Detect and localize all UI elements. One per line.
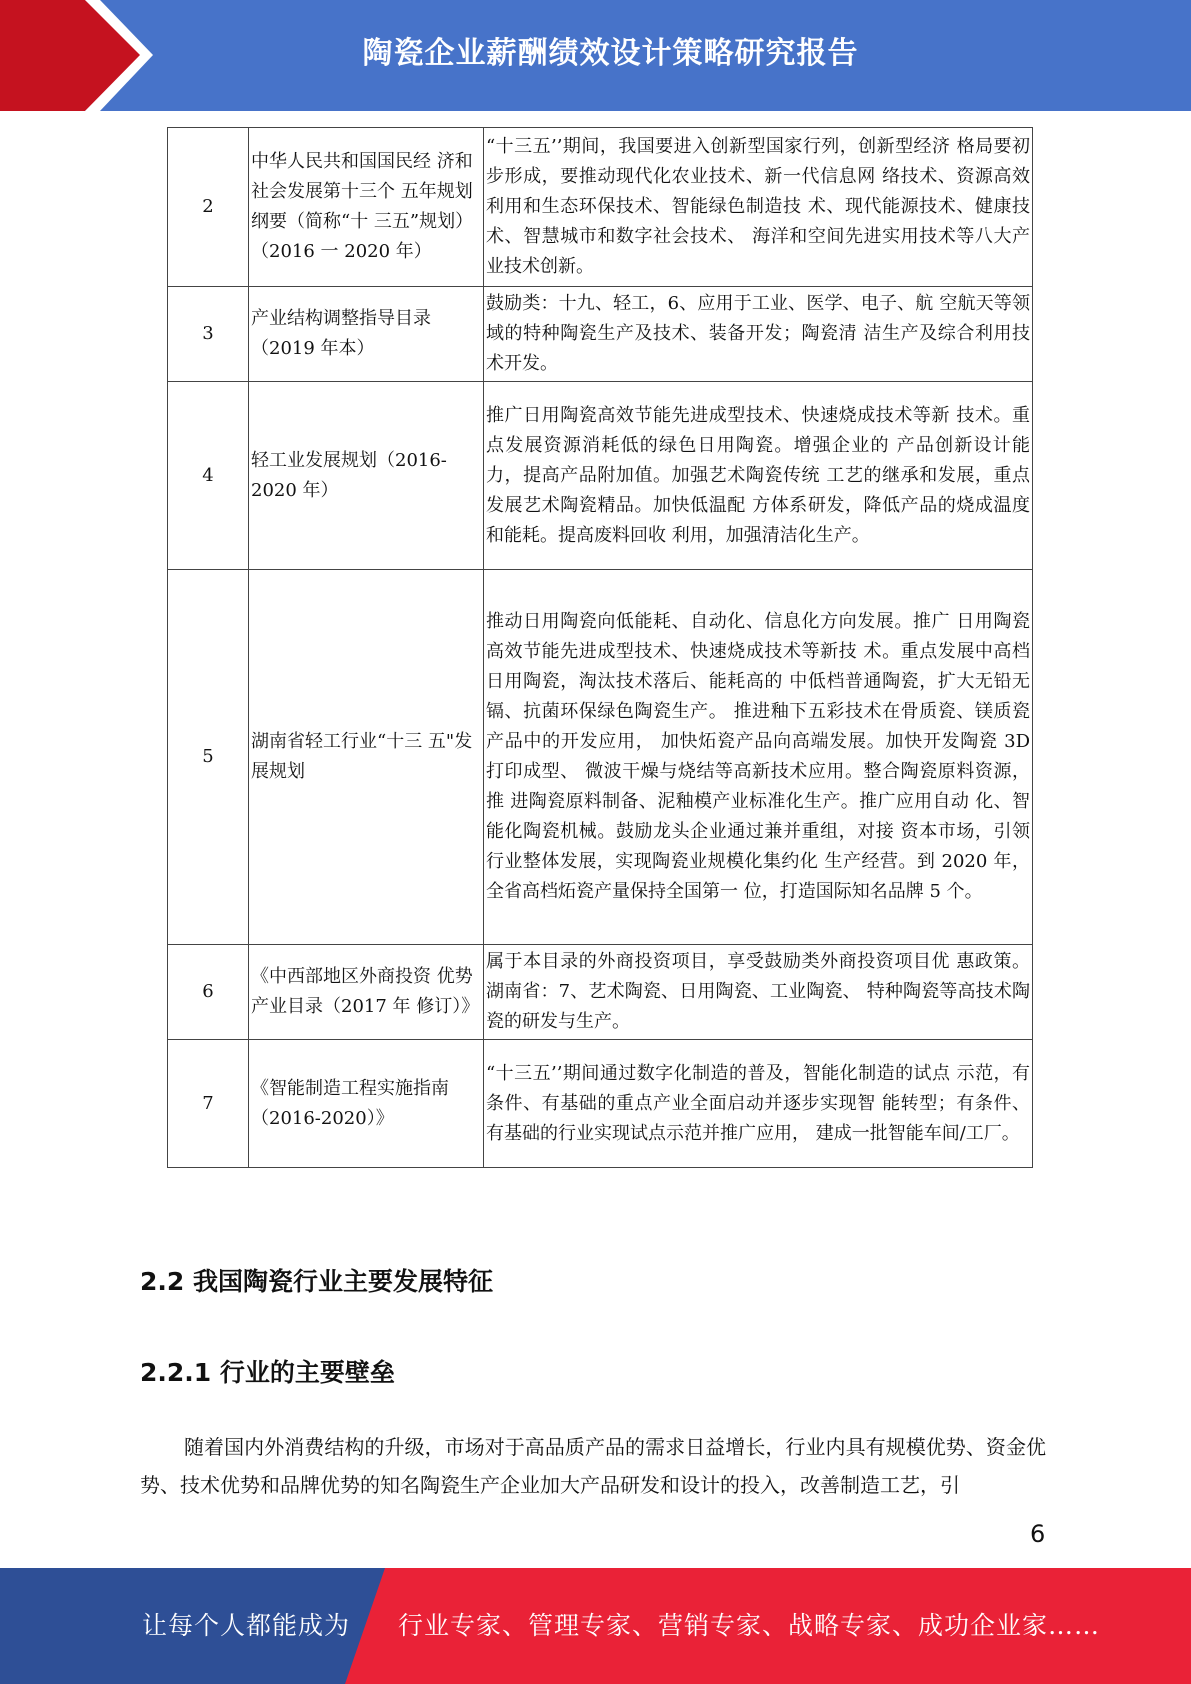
policy-name: 《中西部地区外商投资 优势产业目录（2017 年 修订）》 — [249, 945, 484, 1040]
footer-slogan-left: 让每个人都能成为 — [142, 1611, 351, 1640]
row-number: 7 — [168, 1040, 249, 1168]
policy-description: 推动日用陶瓷向低能耗、自动化、信息化方向发展。推广 日用陶瓷高效节能先进成型技术、快速烧成技术等新技 术。重点发展中高档日用陶瓷，淘汰技术落后、能耗高的 中低档普通陶瓷，扩大无铅无镉、抗菌环保绿色陶瓷生产。 推进釉下五彩技术在骨质瓷、镁质瓷产品中的开发应用， 加快炻瓷产品向高端发展。加快开发陶瓷 3D 打印成型、 微波干燥与烧结等高新技术应用。整合陶瓷原料资源，推 进陶瓷原料制备、泥釉模产业标准化生产。推广应用自动 化、智能化陶瓷机械。鼓励龙头企业通过兼并重组，对接 资本市场，引领行业整体发展，实现陶瓷业规模化集约化 生产经营。到 2020 年，全省高档炻瓷产量保持全国第一 位，打造国际知名品牌 5 个。 — [484, 570, 1033, 945]
policy-description: “十三五’’期间通过数字化制造的普及，智能化制造的试点 示范，有条件、有基础的重点产业全面启动并逐步实现智 能转型；有条件、有基础的行业实现试点示范并推广应用， 建成一批智能车间/工厂。 — [484, 1040, 1033, 1168]
policy-name: 产业结构调整指导目录（2019 年本） — [249, 287, 484, 382]
table-row — [168, 382, 1033, 570]
policy-table — [167, 127, 1033, 1168]
row-number: 3 — [168, 287, 249, 382]
header-banner — [0, 0, 1191, 111]
policy-name: 《智能制造工程实施指南（2016-2020）》 — [249, 1040, 484, 1168]
table-row — [168, 945, 1033, 1040]
footer-slogan-right: 行业专家、管理专家、营销专家、战略专家、成功企业家…… — [398, 1611, 1101, 1640]
policy-description: 鼓励类：十九、轻工，6、应用于工业、医学、电子、航 空航天等领域的特种陶瓷生产及技术、装备开发；陶瓷清 洁生产及综合利用技术开发。 — [484, 287, 1033, 382]
policy-name: 轻工业发展规划（2016-2020 年） — [249, 382, 484, 570]
policy-description: 属于本目录的外商投资项目，享受鼓励类外商投资项目优 惠政策。湖南省：7、艺术陶瓷、日用陶瓷、工业陶瓷、 特种陶瓷等高技术陶瓷的研发与生产。 — [484, 945, 1033, 1040]
table-row — [168, 570, 1033, 945]
subsection-heading: 2.2.1 行业的主要壁垒 — [140, 1358, 395, 1387]
row-number: 4 — [168, 382, 249, 570]
table-row — [168, 128, 1033, 287]
row-number: 2 — [168, 128, 249, 287]
policy-description: 推广日用陶瓷高效节能先进成型技术、快速烧成技术等新 技术。重点发展资源消耗低的绿色日用陶瓷。增强企业的 产品创新设计能力，提高产品附加值。加强艺术陶瓷传统 工艺的继承和发展，重点发展艺术陶瓷精品。加快低温配 方体系研发，降低产品的烧成温度和能耗。提高废料回收 利用，加强清洁化生产。 — [484, 382, 1033, 570]
body-paragraph: 随着国内外消费结构的升级，市场对于高品质产品的需求日益增长，行业内具有规模优势、资金优势、技术优势和品牌优势的知名陶瓷生产企业加大产品研发和设计的投入，改善制造工艺，引 — [140, 1435, 1046, 1497]
table-row — [168, 1040, 1033, 1168]
footer-banner — [0, 1568, 1191, 1684]
row-number: 5 — [168, 570, 249, 945]
report-title: 陶瓷企业薪酬绩效设计策略研究报告 — [362, 36, 859, 71]
policy-name: 中华人民共和国国民经 济和社会发展第十三个 五年规划纲要（简称“十 三五”规划）（2016 一 2020 年） — [249, 128, 484, 287]
policy-name: 湖南省轻工行业“十三 五"发展规划 — [249, 570, 484, 945]
page-number: 6 — [1030, 1520, 1046, 1548]
row-number: 6 — [168, 945, 249, 1040]
section-heading: 2.2 我国陶瓷行业主要发展特征 — [140, 1267, 493, 1296]
table-row — [168, 287, 1033, 382]
policy-description: “十三五’’期间，我国要进入创新型国家行列，创新型经济 格局要初步形成，要推动现代化农业技术、新一代信息网 络技术、资源高效利用和生态环保技术、智能绿色制造技 术、现代能源技术、健康技术、智慧城市和数字社会技术、 海洋和空间先进实用技术等八大产业技术创新。 — [484, 128, 1033, 287]
